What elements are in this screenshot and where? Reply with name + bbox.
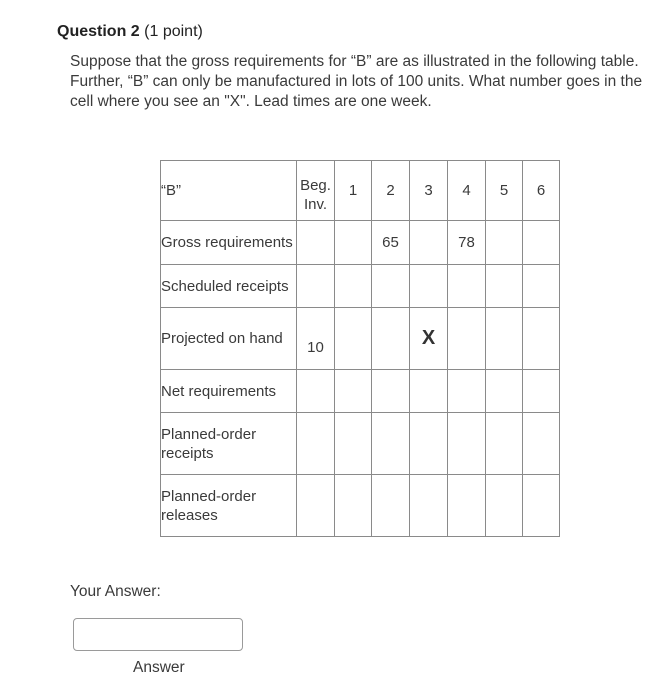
period-header-3: 3 xyxy=(410,161,448,221)
table-row xyxy=(161,370,560,413)
table-cell xyxy=(410,370,448,413)
beg-inv-cell xyxy=(297,475,335,537)
period-header-6: 6 xyxy=(523,161,560,221)
table-row xyxy=(161,475,560,537)
beg-inv-cell: 10 xyxy=(297,308,335,370)
table-cell xyxy=(523,221,560,265)
table-cell xyxy=(448,475,486,537)
row-label: Planned-order receipts xyxy=(161,413,297,475)
beg-inv-cell xyxy=(297,370,335,413)
table-cell xyxy=(486,413,523,475)
table-row xyxy=(161,308,560,370)
table-cell xyxy=(335,370,372,413)
beg-inv-cell xyxy=(297,265,335,308)
mrp-table xyxy=(160,160,560,537)
period-header-1: 1 xyxy=(335,161,372,221)
table-cell xyxy=(410,265,448,308)
table-cell xyxy=(523,265,560,308)
table-cell xyxy=(486,370,523,413)
table-cell xyxy=(372,370,410,413)
table-cell xyxy=(448,265,486,308)
table-cell xyxy=(335,265,372,308)
table-cell xyxy=(335,475,372,537)
beg-inv-cell xyxy=(297,221,335,265)
table-cell xyxy=(523,413,560,475)
table-cell xyxy=(523,308,560,370)
table-cell xyxy=(372,308,410,370)
answer-input[interactable] xyxy=(73,618,243,651)
row-label: Planned-order releases xyxy=(161,475,297,537)
table-cell xyxy=(372,265,410,308)
unknown-x-cell: X xyxy=(410,308,448,370)
table-cell xyxy=(448,413,486,475)
table-cell: 65 xyxy=(372,221,410,265)
row-label: Projected on hand xyxy=(161,308,297,370)
table-cell xyxy=(410,475,448,537)
table-cell xyxy=(372,413,410,475)
table-cell xyxy=(523,370,560,413)
table-cell xyxy=(486,221,523,265)
period-header-4: 4 xyxy=(448,161,486,221)
table-cell xyxy=(372,475,410,537)
table-cell xyxy=(335,413,372,475)
table-row xyxy=(161,413,560,475)
table-cell xyxy=(410,413,448,475)
table-cell xyxy=(486,308,523,370)
table-cell xyxy=(335,308,372,370)
row-label: Scheduled receipts xyxy=(161,265,297,308)
table-cell xyxy=(448,308,486,370)
table-cell xyxy=(448,370,486,413)
beg-inv-cell xyxy=(297,413,335,475)
item-label-cell: “B” xyxy=(161,161,297,221)
table-cell xyxy=(410,221,448,265)
table-cell xyxy=(335,221,372,265)
table-cell xyxy=(523,475,560,537)
period-header-2: 2 xyxy=(372,161,410,221)
table-cell: 78 xyxy=(448,221,486,265)
table-row xyxy=(161,265,560,308)
period-header-5: 5 xyxy=(486,161,523,221)
table-cell xyxy=(486,475,523,537)
question-points: (1 point) xyxy=(144,23,203,40)
table-row xyxy=(161,221,560,265)
your-answer-label: Your Answer: xyxy=(70,583,161,600)
table-cell xyxy=(486,265,523,308)
question-header xyxy=(57,23,203,41)
row-label: Net requirements xyxy=(161,370,297,413)
row-label: Gross requirements xyxy=(161,221,297,265)
question-title: Question 2 xyxy=(57,23,140,40)
question-prompt: Suppose that the gross requirements for “B” are as illustrated in the following table. Further, “B” can only be manufactured in lots of 100 units. What number goes in the cell where you see an "X". Lead times are one week. xyxy=(70,53,643,110)
answer-caption: Answer xyxy=(133,659,185,676)
beg-inv-header: Beg. Inv. xyxy=(297,161,335,221)
table-header-row xyxy=(161,161,560,221)
